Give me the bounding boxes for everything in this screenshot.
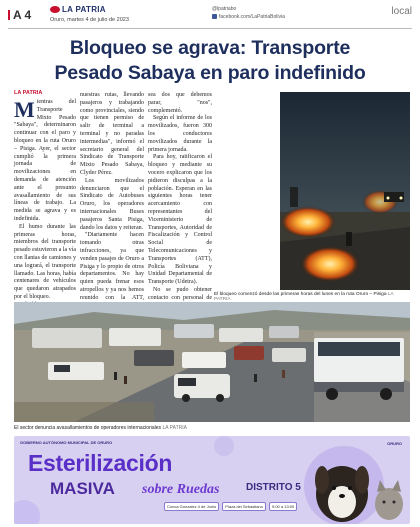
headline-line-1: Bloqueo se agrava: Transporte [69,37,351,59]
social-links [212,5,285,21]
blockade-fire-photo [280,92,410,290]
brand-name: LA PATRIA [62,5,106,14]
paragraph: nuestras rutas, llevando pasajeros y trabajando como provinciales, siendo que tienen permiso de salir de terminal a terminal y no paradas intermedias", informó el secretario general del Sindicato de Transporte Mixto Pesado Sabaya, Clyder Pérez. [80,92,144,176]
caption-text: El bloqueo comenzó desde las primeras horas del lunes en la ruta Oruro – Pisiga [214,292,387,297]
location-1: Conca Gonzalez 4 de Junio [164,502,219,511]
page-header [0,0,420,30]
location-2: Plaza del Sebastiano [222,502,266,511]
section-label: local [391,6,412,17]
brand-emblem-icon [50,6,60,13]
paragraph: Para hoy, ratificaron el bloqueo y mediante su vocero explicaron que los pidieron disculpas a la población. Esperan en las siguientes horas tener acercamiento con representantes del Viceministerio de Transportes, Autoridad de Fiscalización y Control Social de Telecomunicaciones y Transportes (ATT), Policía Boliviana y Unidad Departamental de Transporte (Udetra). [148,154,212,286]
facebook-icon [212,14,217,19]
facebook-link[interactable] [212,13,285,21]
photo-caption-1 [214,292,410,302]
caption-text: El sector denuncia avasallamientos de operadores internacionales [14,425,162,431]
paragraph: "Diariamente hacen tomando otras infracciones, ya que venden pasajes de Oruro a Pisiga y lo propio de otros departamentos. No hay quien pueda frenar esos atropellos y ya nos hemos reunido con la ATT, [80,232,144,301]
ad-title: Esterilización [28,450,173,476]
paragraph: El humo durante las primeras horas, miembros del transporte pesado estuvieron a la vía con llantas de camiones y una logrará, el transporte llamado. Las horas, había centenares de vehículos que quedaron atrapados por el bloqueo. [14,223,76,300]
ad-district: DISTRITO 5 [246,482,301,493]
ad-tagline: sobre Ruedas [142,482,220,497]
page-number [8,8,31,22]
paragraph [14,99,76,224]
article-kicker: LA PATRIA [14,90,43,96]
fire-photo-illustration [280,92,410,290]
event-time: 9:00 a 13:00 [269,502,297,511]
lead-text: ientras del Transporte Mixto Pesado "Sabaya", determinaron continuar con el paro y bloqueo en la ruta Oruro – Pisiga. Ayer, el sector cumplió la primera jornada de movilizaciones en demanda de atención ante el presunto avasallamiento de sus líneas de trabajo. La medida se agrava y es indefinida. [14,99,76,222]
paragraph: Los movilizados denunciaron que el Sindicato de Autobuses Oruro, los operadores internacionales Buses pasajeros Santa Pisiga, dando los datos y reiteran. [80,177,144,231]
caption-credit: LA PATRIA [162,425,187,431]
paragraph: Según el informe de los movilizados, fueron 300 los conductores movilizados durante la primera jornada. [148,115,212,153]
paragraph: sea dos que debemos parar, "nos", complementó. [148,92,212,114]
page-number-text: A 4 [13,8,32,22]
sterilization-advertisement[interactable] [14,436,410,524]
vehicles-blockade-photo [14,302,410,422]
photo-caption-2 [14,425,187,431]
issue-date: Oruro, martes 4 de julio de 2023 [50,17,129,23]
paragraph: No se pudo obtener contacto con personal de [148,286,212,301]
headline-line-2: Pesado Sabaya en paro indefinido [54,62,366,84]
vehicles-photo-illustration [14,302,410,422]
page-marker-bar [8,10,10,20]
article-headline [14,36,406,86]
facebook-url: facebook.com/LaPatriaBolivia [219,14,285,20]
brand-logo [50,5,106,14]
caption-credit: LA PATRIA [214,292,394,302]
social-handle: @lpatriabo [212,6,237,12]
municipal-logo: ORURO [387,441,402,446]
ad-subtitle: MASIVA [50,479,115,498]
header-divider [8,28,412,29]
sponsor-name: GOBIERNO AUTÓNOMO MUNICIPAL DE ORURO [20,440,113,445]
drop-cap: M [14,97,35,122]
ad-event-info [164,502,299,511]
